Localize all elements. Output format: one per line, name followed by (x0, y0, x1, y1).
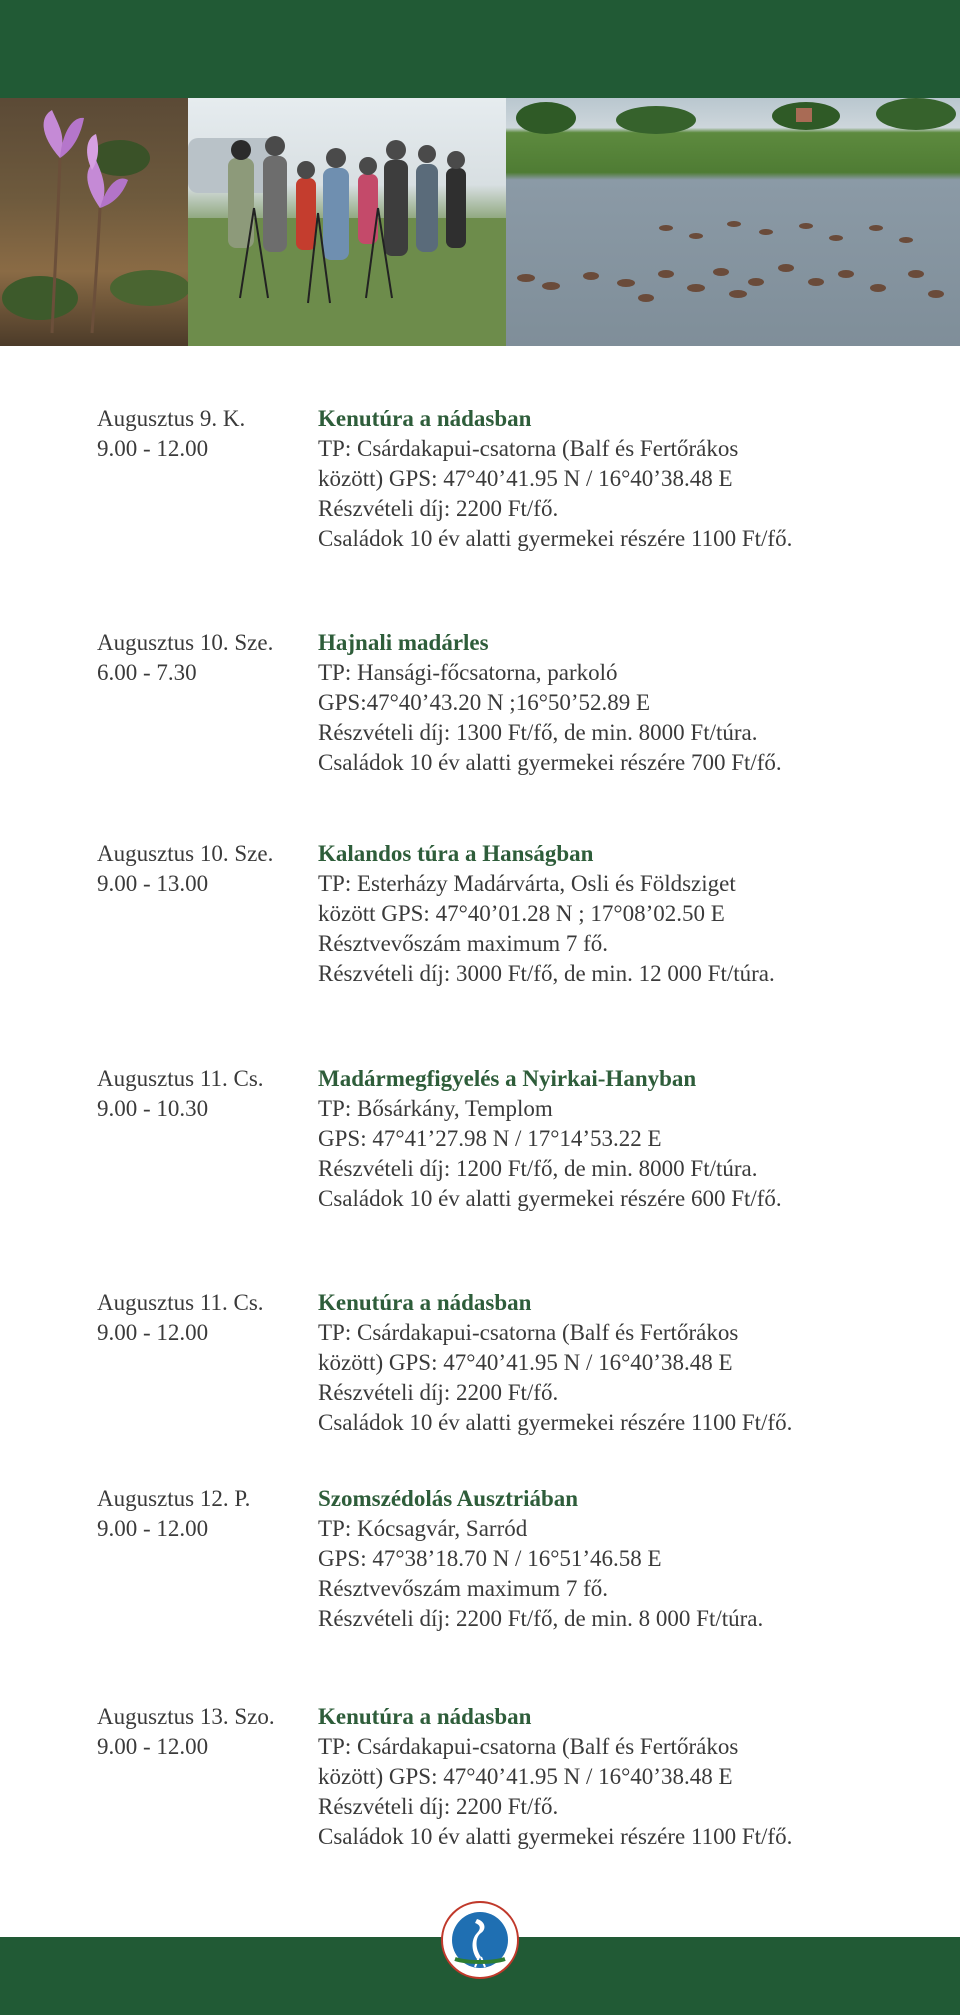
event-datetime (97, 1064, 307, 1124)
event-datetime (97, 1484, 307, 1544)
event-time: 6.00 - 7.30 (97, 660, 197, 685)
event-time: 9.00 - 12.00 (97, 436, 209, 461)
event-datetime (97, 839, 307, 899)
event-detail-line: TP: Kócsagvár, Sarród (318, 1516, 528, 1541)
event-detail-line: GPS:47°40’43.20 N ;16°50’52.89 E (318, 690, 651, 715)
event-detail-line: között) GPS: 47°40’41.95 N / 16°40’38.48 E (318, 466, 733, 491)
event-datetime (97, 1288, 307, 1348)
event-detail-line: Családok 10 év alatti gyermekei részére 1100 Ft/fő. (318, 1410, 793, 1435)
event-title: Kenutúra a nádasban (318, 1704, 532, 1729)
event-date: Augusztus 13. Szo. (97, 1704, 275, 1729)
event-detail-line: TP: Hansági-főcsatorna, parkoló (318, 660, 618, 685)
event-datetime (97, 1702, 307, 1762)
event-datetime (97, 404, 307, 464)
event-detail-line: Családok 10 év alatti gyermekei részére 1100 Ft/fő. (318, 526, 793, 551)
cyclamen-flower-photo (0, 98, 188, 346)
event-detail-line: Résztvevőszám maximum 7 fő. (318, 1576, 608, 1601)
event-details (318, 404, 938, 554)
event-time: 9.00 - 12.00 (97, 1320, 209, 1345)
event-details (318, 839, 938, 989)
event-date: Augusztus 9. K. (97, 406, 246, 431)
event-time: 9.00 - 12.00 (97, 1516, 209, 1541)
event-date: Augusztus 11. Cs. (97, 1290, 264, 1315)
event-details (318, 1288, 938, 1438)
event-details (318, 1064, 938, 1214)
event-detail-line: Részvételi díj: 1300 Ft/fő, de min. 8000 Ft/túra. (318, 720, 758, 745)
header-band (0, 0, 960, 98)
event-detail-line: TP: Csárdakapui-csatorna (Balf és Fertőrákos (318, 436, 739, 461)
event-details (318, 1702, 938, 1852)
event-time: 9.00 - 13.00 (97, 871, 209, 896)
photo-strip (0, 98, 960, 346)
event-title: Kalandos túra a Hanságban (318, 841, 594, 866)
event-detail-line: TP: Csárdakapui-csatorna (Balf és Fertőrákos (318, 1734, 739, 1759)
event-detail-line: között) GPS: 47°40’41.95 N / 16°40’38.48 E (318, 1764, 733, 1789)
event-detail-line: TP: Csárdakapui-csatorna (Balf és Fertőrákos (318, 1320, 739, 1345)
event-date: Augusztus 11. Cs. (97, 1066, 264, 1091)
event-title: Hajnali madárles (318, 630, 489, 655)
event-detail-line: Családok 10 év alatti gyermekei részére 1100 Ft/fő. (318, 1824, 793, 1849)
event-time: 9.00 - 10.30 (97, 1096, 209, 1121)
event-title: Szomszédolás Ausztriában (318, 1486, 579, 1511)
event-detail-line: Résztvevőszám maximum 7 fő. (318, 931, 608, 956)
event-title: Kenutúra a nádasban (318, 406, 532, 431)
event-detail-line: TP: Esterházy Madárvárta, Osli és Földsziget (318, 871, 736, 896)
national-park-logo (441, 1901, 519, 1979)
event-detail-line: Részvételi díj: 2200 Ft/fő. (318, 1380, 559, 1405)
heron-emblem-icon (441, 1901, 519, 1979)
event-details (318, 628, 938, 778)
event-details (318, 1484, 938, 1634)
event-detail-line: GPS: 47°41’27.98 N / 17°14’53.22 E (318, 1126, 662, 1151)
event-detail-line: Részvételi díj: 2200 Ft/fő, de min. 8 000 Ft/túra. (318, 1606, 764, 1631)
event-detail-line: között GPS: 47°40’01.28 N ; 17°08’02.50 E (318, 901, 725, 926)
event-title: Kenutúra a nádasban (318, 1290, 532, 1315)
geese-on-lake-photo (506, 98, 960, 346)
event-date: Augusztus 12. P. (97, 1486, 251, 1511)
event-detail-line: között) GPS: 47°40’41.95 N / 16°40’38.48 E (318, 1350, 733, 1375)
event-title: Madármegfigyelés a Nyirkai-Hanyban (318, 1066, 697, 1091)
event-time: 9.00 - 12.00 (97, 1734, 209, 1759)
event-detail-line: Részvételi díj: 2200 Ft/fő. (318, 1794, 559, 1819)
event-detail-line: Családok 10 év alatti gyermekei részére 600 Ft/fő. (318, 1186, 782, 1211)
event-detail-line: Részvételi díj: 3000 Ft/fő, de min. 12 000 Ft/túra. (318, 961, 775, 986)
event-detail-line: Családok 10 év alatti gyermekei részére 700 Ft/fő. (318, 750, 782, 775)
event-detail-line: Részvételi díj: 2200 Ft/fő. (318, 496, 559, 521)
event-detail-line: Részvételi díj: 1200 Ft/fő, de min. 8000 Ft/túra. (318, 1156, 758, 1181)
event-datetime (97, 628, 307, 688)
event-date: Augusztus 10. Sze. (97, 630, 274, 655)
event-detail-line: TP: Bősárkány, Templom (318, 1096, 553, 1121)
event-date: Augusztus 10. Sze. (97, 841, 274, 866)
event-detail-line: GPS: 47°38’18.70 N / 16°51’46.58 E (318, 1546, 662, 1571)
birdwatchers-photo (188, 98, 506, 346)
